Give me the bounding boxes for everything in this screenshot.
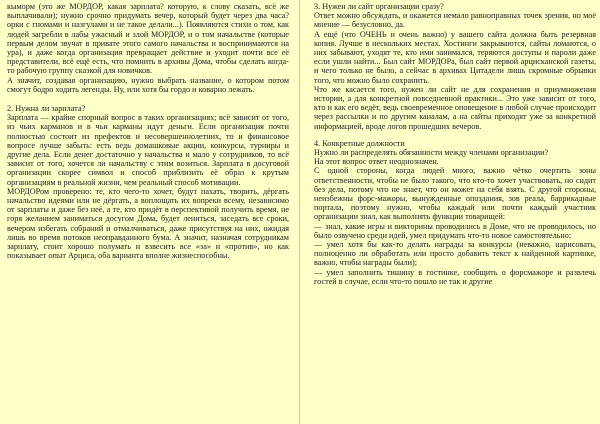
section2-paragraph-2: МОРДОРом проверено: те, кто чего-то хочет, будут пахать, творить, дёргать начальство идеями или не дёргать, а воплощать их вопреки всему, независимо от зарплаты и даже без неё, а те, кто придёт в перспективой получить время, не горя желанием заниматься досугом Дома, будет лениться, заседать все сроки, вечером избегать собраний и отмалчиваться, даже присутствуя на них, ожидая лишь во время потоков неоправданного бума. А значит, назначая сотрудникам зарплату, стоит хорошо полумать и взвесить все «за» и «против», но как показывает опыт Арциса, оба варианта вполне жизнеспособны. — [7, 186, 289, 261]
section3-paragraph-1: Ответ можно обсуждать, и окажется немало равноправных точек зрения, но моё мнение — безусловно, да. — [314, 11, 596, 30]
section4-list-item-1: — знал, какие игры и викторины проводились в Доме, что не проводилось, но было озвучено среди идей, умел придумать что-то новое самостоятельно; — [314, 221, 596, 240]
section2-paragraph-1: Зарплата — крайне спорный вопрос в таких организациях; всё зависит от того, из чьих карманов и в чьи карманы идут деньги. Если организация почти полностью состоит из префектов и несовершеннолетних, то и финансовое вопросе лучше забыть: есть ведь домашковые акции, конкурсы, турниры и другие дела. Если денег достаточно у начальства и мало у сотрудников, то всё зависит от того, хочется ли начальству с этим возиться. Зарплата в досуговой организации скорее символ и способ приблизить её образ к крутым организациям в реальной жизни, чем реальный способ мотивации. — [7, 113, 289, 187]
section3-heading: 3. Нужен ли сайт организации сразу? — [314, 2, 444, 11]
column-divider — [299, 0, 300, 424]
section2-heading: 2. Нужна ли зарплата? — [7, 104, 86, 114]
section4-question: Нужно ли распределять обязанности между членами организации? — [314, 148, 549, 158]
left-column — [7, 2, 289, 260]
right-column — [314, 2, 596, 286]
section4-answer: На этот вопрос ответ неоднозначен. — [314, 157, 439, 167]
section3-paragraph-2: А ещё (что ОЧЕНЬ и очень важно) у вашего сайта должна быть резервная копия. Лучше в нескольких местах. Хостинги закрываются, сайты ломаются, о них забывают, уходят те, кто ими занимался, теряются доступы и пароли даже если ушли найти... Был сайт МОРДОРа, был сайт первой арцисканской газеты, и чего только не было, а сейчас в архивах Цитадели лишь скромные обрывки того, что можно было сохранить. — [314, 29, 596, 85]
section4-list-item-2: — умел хотя бы как-то делать награды за конкурсы (неважно, нарисовать, полноценно ли обработать или просто добавить текст к найденной картинке, важно, чтобы награды были); — [314, 240, 596, 268]
intro-paragraph-2: А значит, создавая организацию, нужно выбрать название, о котором потом смогут бодро ходить легенды. Ну, или хотя бы гордо и коварно лежать. — [7, 75, 289, 94]
section4-paragraph-1: С одной стороны, когда людей много, важно чётко очертить зоны ответственности, чтобы не было такого, что кто-то хочет участвовать, но сидит без дела, потому что не знает, что он может на себя взять. С другой стороны, неизбежны форс-мажоры, вынужденные опоздания, зов реала, баррикадные портала, поэтому нужно, чтобы каждый или почти каждый участник организации знал, как выполнять функции товарищей: — [314, 166, 596, 222]
section3-paragraph-3: Что же касается того, нужен ли сайт не для сохранения и приумножения истории, а для конкретной повседневной практики... Это уже зависит от того, кто и как его ведёт, ведь своевременное оповещение в любой случае происходит через рассылки и по другим каналам, а на сайты приходят уже за конкретной информацией, вроде логов прошедших вечеров. — [314, 84, 596, 131]
section4-heading: 4. Конкретные должности — [314, 138, 405, 148]
section4-list-item-3: — умел заполнить тишину в гостинке, сообщить о форсмажоре и развлечь гостей в случае, если что-то пошло не так и другие — [314, 267, 596, 286]
intro-paragraph: кыморм (это же МОРДОР, какая зарплата? которую, к слову сказать, всё же выплачивали); нужно срочно придумать вечер, который будет через два часа? орки с гномами и назгулами и не такое делали...). Появляются стихи о том, как людей загребли в лабы ужасный и злой МОРДОР, и о том начальстве (которые первым делом звучат в привате этого самого начальства и воспринимаются на ура), и даже когда организация превращает действие и уходит почти все её представители, всё ещё есть, что помнить в архивы Дома, чтобы сделать когда-то рабочую группу сказкой для новичков. — [7, 2, 289, 76]
